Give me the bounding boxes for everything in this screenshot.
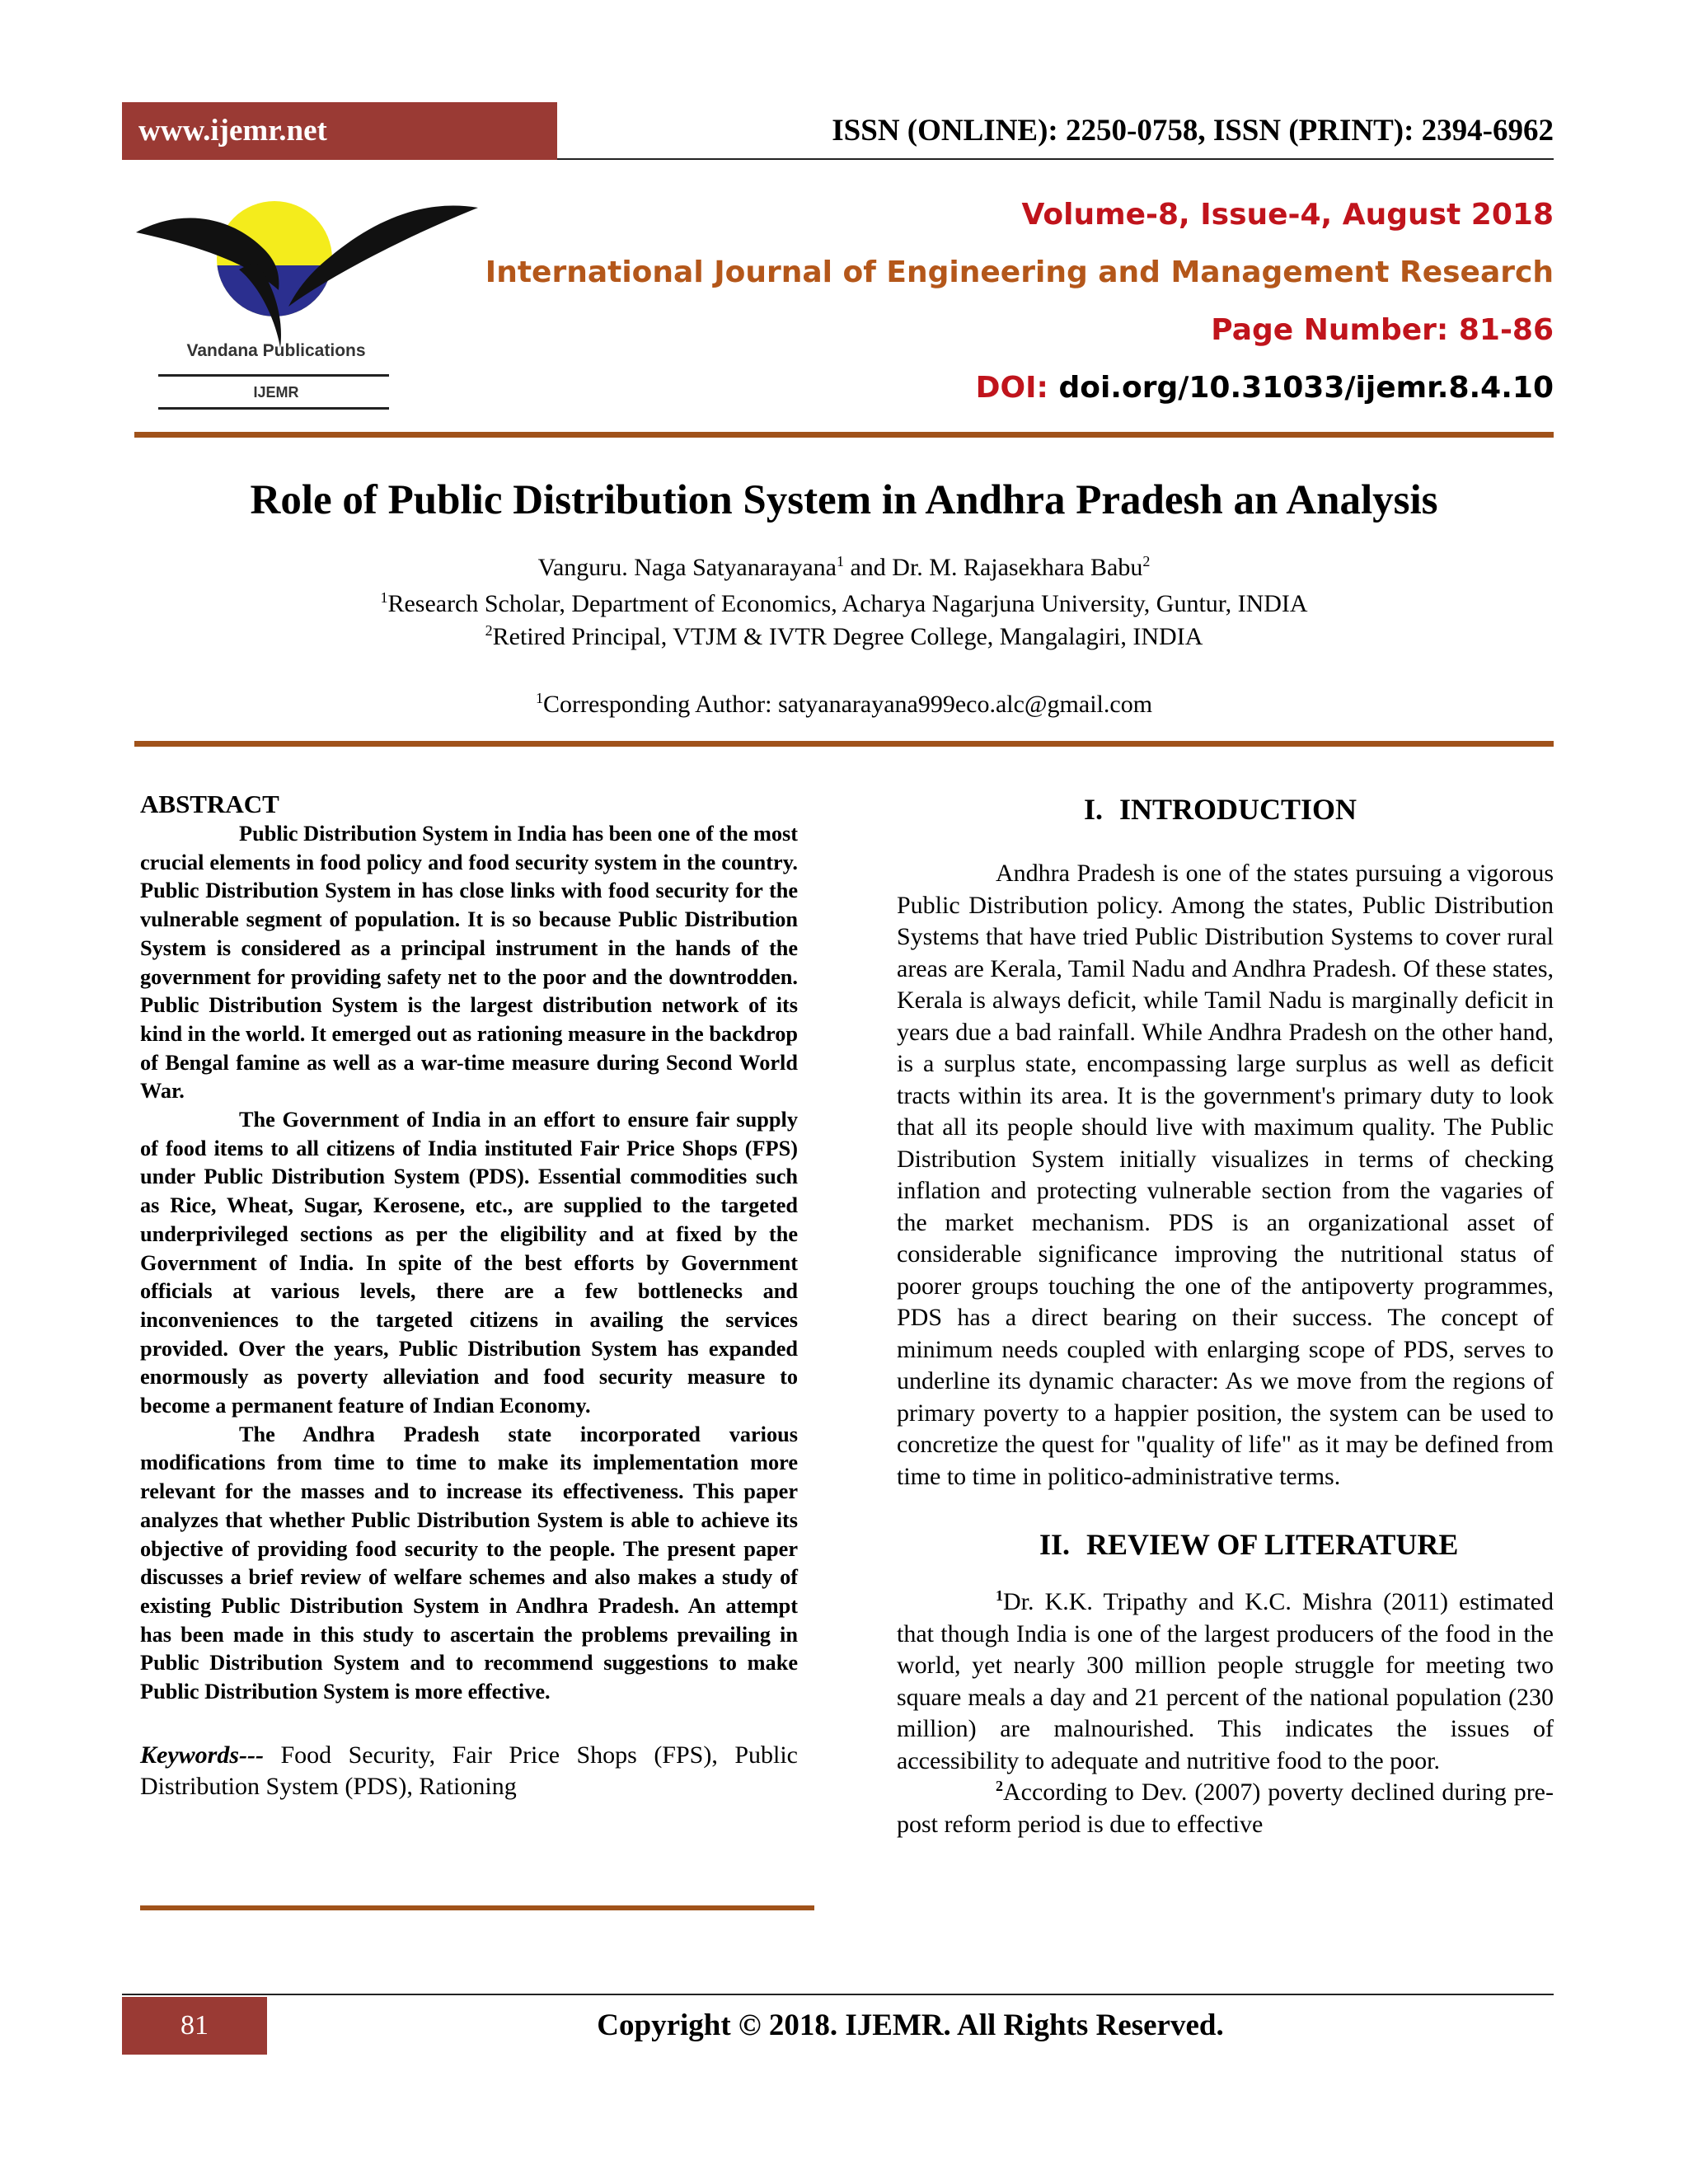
title-rule-bottom — [134, 741, 1554, 747]
authors — [134, 554, 1554, 582]
corresponding-text: Corresponding Author: satyanarayana999eco.alc@gmail.com — [542, 691, 1153, 718]
review-paragraph-2 — [897, 1777, 1554, 1840]
doi-label: DOI: — [975, 371, 1048, 405]
header-divider — [557, 158, 1554, 160]
issn-info: ISSN (ONLINE): 2250-0758, ISSN (PRINT): 2394-6962 — [832, 114, 1554, 148]
intro-title: INTRODUCTION — [1119, 793, 1357, 826]
volume-issue: Volume-8, Issue-4, August 2018 — [1021, 198, 1554, 232]
logo-code: IJEMR — [253, 384, 299, 401]
logo-rule-bottom — [158, 407, 389, 410]
author-1: Vanguru. Naga Satyanarayana — [537, 554, 837, 581]
site-url-tag: www.ijemr.net — [122, 102, 557, 160]
footer-divider — [122, 1994, 1554, 1995]
intro-heading — [897, 789, 1554, 830]
review-ref-2: 2 — [996, 1778, 1003, 1794]
corresponding-author — [134, 691, 1554, 719]
abstract-paragraph-2: The Government of India in an effort to ensure fair supply of food items to all citizens of India instituted Fair Price Shops (FPS) under Public Distribution System (PDS). Essential commodities such as Rice, Wheat, Sugar, Kerosene, etc., are supplied to the targeted underprivileged sections as per the eligibility and at fixed by the Government of India. In spite of the best efforts by Government officials at various levels, there are a few bottlenecks and inconveniences to the targeted citizens in availing the services provided. Over the years, Public Distribution System has expanded enormously as poverty alleviation and food security measure to become a permanent feature of Indian Economy. — [140, 1108, 798, 1418]
review-paragraph-2-text: According to Dev. (2007) poverty declined during pre-post reform period is due to effective — [897, 1779, 1554, 1838]
intro-number: I. — [1083, 793, 1103, 826]
affiliation-1-text: Research Scholar, Department of Economics, Acharya Nagarjuna University, Guntur, INDIA — [387, 590, 1308, 617]
left-column — [140, 789, 798, 1803]
abstract-paragraph-3: The Andhra Pradesh state incorporated various modifications from time to time to make its implementation more relevant for the masses and to increase its effectiveness. This paper analyzes that whether Public Distribution System is able to achieve its objective of providing food security to the people. The present paper discusses a brief review of welfare schemes and also makes a study of existing Public Distribution System in Andhra Pradesh. An attempt has been made in this study to ascertain the problems prevailing in Public Distribution System and to recommend suggestions to make Public Distribution System is more effective. — [140, 1422, 798, 1704]
review-paragraph-1 — [897, 1586, 1554, 1777]
affiliation-1-sup: 1 — [380, 589, 388, 606]
author-2-sup: 2 — [1142, 553, 1151, 569]
keywords-text: Food Security, Fair Price Shops (FPS), Public Distribution System (PDS), Rationing — [140, 1741, 798, 1801]
corresponding-sup: 1 — [535, 690, 543, 706]
logo-rule-top — [158, 374, 389, 377]
affiliation-1 — [134, 590, 1554, 618]
logo-caption: Vandana Publications — [186, 341, 366, 360]
doi — [976, 371, 1554, 405]
title-rule-top — [134, 432, 1554, 438]
journal-name: International Journal of Engineering and Management Research — [485, 255, 1554, 289]
author-2: and Dr. M. Rajasekhara Babu — [843, 554, 1143, 581]
abstract-heading: ABSTRACT — [140, 790, 279, 818]
abstract-paragraph-1: Public Distribution System in India has been one of the most crucial elements in food policy and food security system in the country. Public Distribution System in has close links with food security for the vulnerable segment of population. It is so because Public Distribution System is considered as a principal instrument in the hands of the government for providing safety net to the poor and the downtrodden. Public Distribution System is the largest distribution network of its kind in the world. It emerged out as rationing measure in the backdrop of Bengal famine as well as a war-time measure during Second World War. — [140, 822, 798, 1104]
page-number-box: 81 — [122, 1997, 267, 2055]
author-1-sup: 1 — [836, 553, 844, 569]
keywords-label: Keywords--- — [140, 1741, 264, 1769]
right-column — [897, 789, 1554, 1840]
review-heading — [897, 1524, 1554, 1565]
review-number: II. — [1039, 1528, 1070, 1561]
copyright-notice: Copyright © 2018. IJEMR. All Rights Reserved. — [597, 2008, 1224, 2042]
affiliation-2 — [134, 623, 1554, 651]
paper-title: Role of Public Distribution System in Andhra Pradesh an Analysis — [250, 477, 1438, 523]
page-numbers: Page Number: 81-86 — [1211, 313, 1554, 347]
review-title: REVIEW OF LITERATURE — [1086, 1528, 1459, 1561]
intro-paragraph: Andhra Pradesh is one of the states pursuing a vigorous Public Distribution policy. Among the states, Public Distribution Systems that have tried Public Distribution Systems to cover rural areas are Kerala, Tamil Nadu and Andhra Pradesh. Of these states, Kerala is always deficit, while Tamil Nadu is marginally deficit in years due a bad rainfall. While Andhra Pradesh on the other hand, is a surplus state, encompassing large surplus as well as deficit tracts within its area. It is the government's primary duty to look that all its people should live with maximum quality. The Public Distribution System initially visualizes in terms of checking inflation and protecting vulnerable section from the vagaries of the market mechanism. PDS is an organizational asset of considerable significance improving the nutritional status of poorer groups touching the one of the antipoverty programmes, PDS has a direct bearing on their success. The concept of minimum needs coupled with enlarging scope of PDS, serves to underline its dynamic character: As we move from the regions of primary poverty to a happier position, the system can be used to concretize the quest for "quality of life" as it may be defined from time to time in politico-administrative terms. — [897, 860, 1554, 1490]
review-ref-1: 1 — [996, 1587, 1003, 1604]
affiliation-2-text: Retired Principal, VTJM & IVTR Degree College, Mangalagiri, INDIA — [492, 623, 1203, 650]
review-paragraph-1-text: Dr. K.K. Tripathy and K.C. Mishra (2011) estimated that though India is one of the largest producers of the food in the world, yet nearly 300 million people struggle for meeting two square meals a day and 21 percent of the national population (230 million) are malnourished. This indicates the issues of accessibility to adequate and nutritive food to the poor. — [897, 1588, 1554, 1774]
affiliation-2-sup: 2 — [485, 622, 493, 639]
abstract-rule — [140, 1905, 814, 1910]
keywords — [140, 1740, 798, 1803]
doi-link[interactable]: doi.org/10.31033/ijemr.8.4.10 — [1058, 371, 1554, 405]
